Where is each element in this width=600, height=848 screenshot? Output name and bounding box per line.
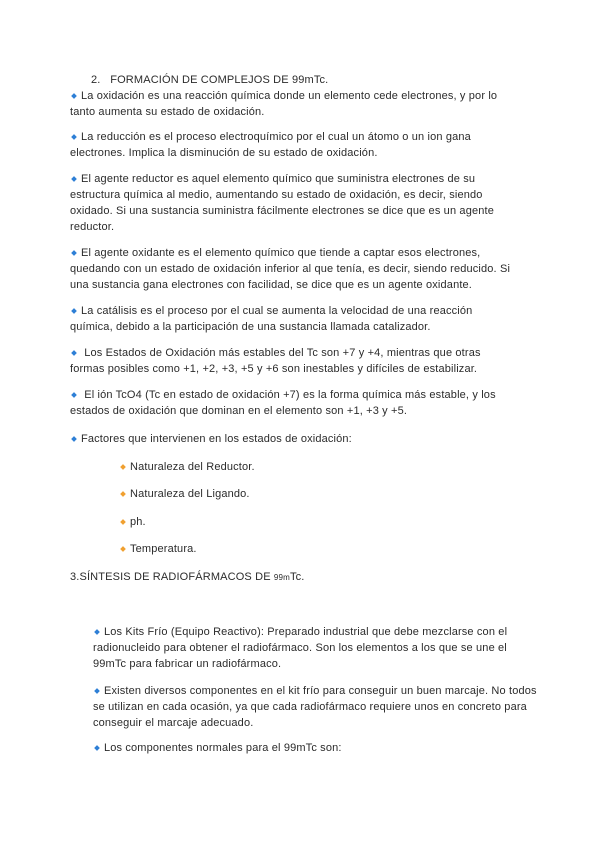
paragraph-text: La oxidación es una reacción química donde un elemento cede electrones, y por lo tanto aumenta su estado de oxidación. — [70, 90, 498, 118]
diamond-bullet-icon — [71, 176, 77, 182]
paragraph-estados-oxidacion — [70, 345, 510, 377]
paragraph-text: Los Kits Frío (Equipo Reactivo): Preparado industrial que debe mezclarse con el radionucleido para obtener el radiofármaco. Son los elementos a los que se une el 99mTc para fabricar un radiofármaco. — [93, 626, 508, 670]
diamond-bullet-icon — [71, 350, 77, 356]
paragraph-agente-reductor — [70, 171, 520, 235]
paragraph-ion-tco4 — [70, 387, 520, 419]
paragraph-text: El agente oxidante es el elemento químico que tiende a captar esos electrones, quedando con un estado de oxidación inferior al que tenía, es decir, siendo reducido. Si una sustancia gana electrones con facilidad, se dice que es un agente oxidante. — [70, 247, 511, 291]
diamond-bullet-icon — [71, 392, 77, 398]
paragraph-componentes-kit — [93, 683, 538, 731]
diamond-bullet-icon — [94, 629, 100, 635]
diamond-bullet-icon — [94, 745, 100, 751]
paragraph-catalisis — [70, 303, 510, 335]
paragraph-kits-frio — [93, 624, 528, 672]
section-2-title: FORMACIÓN DE COMPLEJOS DE 99mTc. — [110, 74, 329, 86]
diamond-bullet-icon — [120, 491, 126, 497]
factor-item: ph. — [121, 514, 146, 530]
section-2-number: 2. — [91, 74, 101, 86]
section-3-heading — [70, 569, 304, 586]
paragraph-factores — [70, 431, 520, 447]
paragraph-text: Los componentes normales para el 99mTc son: — [104, 742, 342, 754]
diamond-bullet-icon — [71, 436, 77, 442]
paragraph-text: La reducción es el proceso electroquímico por el cual un átomo o un ion gana electrones. Implica la disminución de su estado de oxidación. — [70, 131, 471, 159]
paragraph-text: Los Estados de Oxidación más estables del Tc son +7 y +4, mientras que otras formas posibles como +1, +2, +3, +5 y +6 son inestables y difíciles de estabilizar. — [70, 347, 481, 375]
diamond-bullet-icon — [120, 546, 126, 552]
paragraph-text: El agente reductor es aquel elemento químico que suministra electrones de su estructura química al medio, aumentando su estado de oxidación, es decir, siendo oxidado. Si una sustancia suministra fácilmente electrones se dice que es un agente reductor. — [70, 173, 494, 233]
paragraph-text: Existen diversos componentes en el kit frío para conseguir un buen marcaje. No todos se utilizan en cada ocasión, ya que cada radiofármaco requiere unos en concreto para conseguir el marcaje adecuado. — [93, 685, 537, 729]
paragraph-text: Factores que intervienen en los estados de oxidación: — [81, 433, 352, 445]
factor-item: Naturaleza del Ligando. — [121, 486, 250, 502]
section-3-title: 3.SÍNTESIS DE RADIOFÁRMACOS DE — [70, 571, 274, 583]
paragraph-reduccion — [70, 129, 525, 161]
section-3-title-isotope: 99m — [273, 573, 290, 582]
diamond-bullet-icon — [94, 688, 100, 694]
paragraph-oxidacion — [70, 88, 520, 120]
diamond-bullet-icon — [71, 93, 77, 99]
paragraph-text: El ión TcO4 (Tc en estado de oxidación +7) es la forma química más estable, y los estados de oxidación que dominan en el elemento son +1, +3 y +5. — [70, 389, 496, 417]
factor-item: Temperatura. — [121, 541, 197, 557]
factor-item: Naturaleza del Reductor. — [121, 459, 255, 475]
paragraph-text: La catálisis es el proceso por el cual se aumenta la velocidad de una reacción química, debido a la participación de una sustancia llamada catalizador. — [70, 305, 473, 333]
diamond-bullet-icon — [71, 134, 77, 140]
section-3-title-end: Tc. — [289, 571, 305, 583]
diamond-bullet-icon — [120, 464, 126, 470]
section-2-heading — [91, 72, 328, 88]
paragraph-agente-oxidante — [70, 245, 530, 293]
paragraph-componentes-normales — [93, 740, 533, 756]
diamond-bullet-icon — [71, 250, 77, 256]
diamond-bullet-icon — [120, 519, 126, 525]
diamond-bullet-icon — [71, 308, 77, 314]
